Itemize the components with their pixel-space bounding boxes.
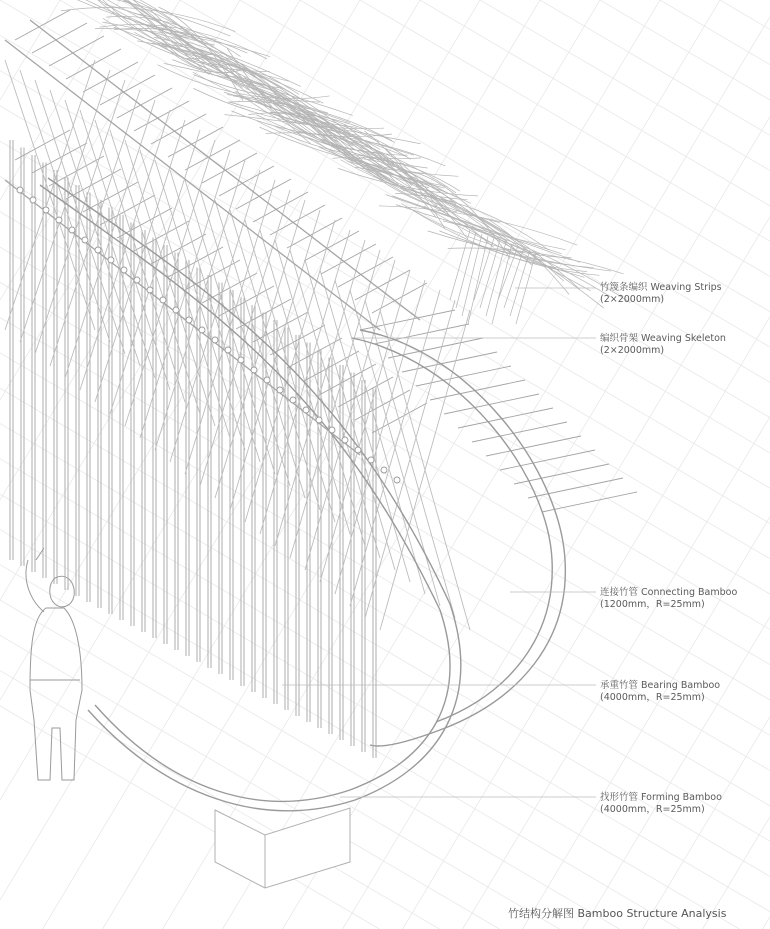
connecting-bamboo-rung — [321, 244, 376, 274]
label-bearing-bamboo — [600, 680, 720, 704]
weaving-strips-spec: (2×2000mm) — [600, 294, 665, 305]
weaving-strip — [379, 206, 577, 245]
joint-node — [238, 357, 244, 363]
grid-line — [660, 0, 770, 929]
connecting-bamboo-rung — [117, 208, 172, 238]
joint-node — [56, 217, 62, 223]
connecting-bamboo-rung — [486, 436, 581, 456]
connecting-bamboo-rung — [15, 10, 70, 40]
joint-node — [329, 427, 335, 433]
forming-bamboo-title: 找形竹管 Forming Bamboo — [600, 792, 722, 803]
joint-node — [43, 207, 49, 213]
joint-node — [173, 307, 179, 313]
connecting-bamboo-rung — [338, 257, 393, 287]
grid-line — [540, 0, 770, 929]
connecting-bamboo-rung — [472, 422, 567, 442]
joint-node — [212, 337, 218, 343]
connecting-bamboo-rung — [185, 140, 240, 170]
joint-node — [290, 397, 296, 403]
connecting-bamboo-rung — [458, 408, 553, 428]
joint-node — [147, 287, 153, 293]
grid-line — [343, 0, 770, 929]
bamboo-frame — [5, 10, 637, 811]
grid-line — [0, 0, 120, 929]
joint-node — [199, 327, 205, 333]
joint-nodes — [17, 187, 400, 483]
joint-node — [251, 367, 257, 373]
connecting-bamboo-title: 连接竹管 Connecting Bamboo — [600, 587, 738, 598]
joint-node — [30, 197, 36, 203]
grid-line — [120, 0, 770, 929]
joint-node — [134, 277, 140, 283]
grid-line — [763, 0, 770, 929]
grid-line — [463, 0, 770, 929]
joint-node — [355, 447, 361, 453]
grid-line — [360, 0, 770, 929]
connecting-bamboo-rung — [134, 101, 189, 131]
label-connecting-bamboo — [600, 587, 737, 611]
joint-node — [394, 477, 400, 483]
weaving-skeleton-spec: (2×2000mm) — [600, 345, 665, 356]
weaving-skeleton-title: 编织骨架 Weaving Skeleton — [600, 333, 726, 344]
connecting-bamboo-rung — [15, 130, 70, 160]
woven-strips-mass — [33, 0, 630, 324]
joint-node — [316, 417, 322, 423]
joint-node — [225, 347, 231, 353]
connecting-bamboo-rung — [202, 153, 257, 183]
weaving-strip — [386, 195, 580, 263]
grid-line — [60, 0, 770, 929]
figure-caption: 竹结构分解图 Bamboo Structure Analysis — [508, 907, 727, 920]
connecting-bamboo-rung — [236, 179, 291, 209]
connecting-bamboo-rung — [360, 310, 455, 330]
label-weaving-strips — [600, 282, 722, 306]
joint-node — [69, 227, 75, 233]
grid-line — [703, 0, 770, 929]
grid-line — [240, 0, 770, 929]
connecting-bamboo-rung — [500, 450, 595, 470]
bearing-bamboo-title: 承重竹管 Bearing Bamboo — [600, 680, 721, 691]
joint-node — [95, 247, 101, 253]
grid-line — [403, 0, 770, 929]
weaving-strips-title: 竹篾条编织 Weaving Strips — [600, 282, 722, 293]
label-forming-bamboo — [600, 792, 722, 816]
connecting-bamboo-rung — [542, 492, 637, 512]
grid-line — [720, 0, 770, 929]
top-rail-1 — [5, 40, 380, 330]
connecting-bamboo-rung — [444, 394, 539, 414]
grid-line — [223, 0, 770, 929]
joint-node — [17, 187, 23, 193]
grid-line — [523, 0, 770, 929]
grid-line — [600, 0, 770, 929]
forming-bamboo-spec: (4000mm，R=25mm) — [600, 804, 705, 815]
joint-node — [160, 297, 166, 303]
connecting-bamboo-rung — [430, 380, 525, 400]
connecting-bamboo-rung — [372, 283, 427, 313]
grid-line — [163, 0, 720, 929]
joint-node — [264, 377, 270, 383]
connecting-bamboo-spec: (1200mm，R=25mm) — [600, 599, 705, 610]
joint-node — [381, 467, 387, 473]
joint-node — [82, 237, 88, 243]
footing — [215, 808, 350, 888]
diagonal-bracing — [5, 60, 470, 630]
joint-node — [277, 387, 283, 393]
joint-node — [368, 457, 374, 463]
joint-node — [342, 437, 348, 443]
joint-node — [303, 407, 309, 413]
bearing-bamboo-spec: (4000mm，R=25mm) — [600, 692, 705, 703]
joint-node — [121, 267, 127, 273]
connecting-bamboo-rung — [416, 366, 511, 386]
joint-node — [186, 317, 192, 323]
joint-node — [108, 257, 114, 263]
grid-line — [643, 0, 770, 929]
label-weaving-skeleton — [600, 333, 726, 357]
